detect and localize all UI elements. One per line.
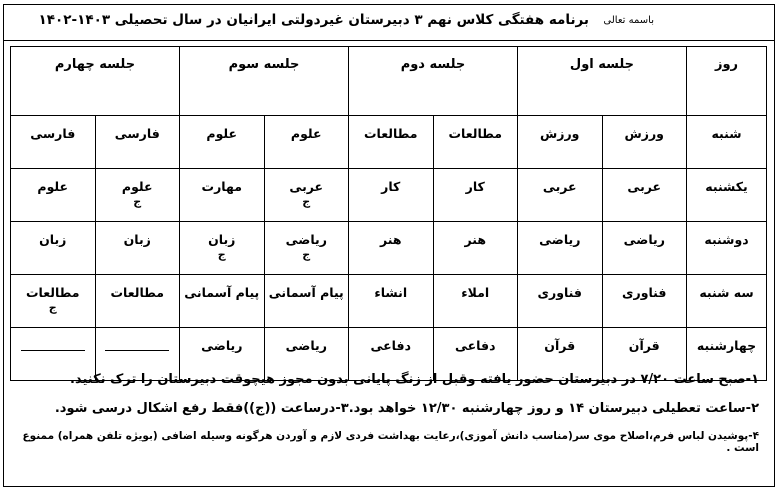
subject-label: مطالعات <box>25 285 80 300</box>
help-marker: ج <box>133 195 142 208</box>
table-row <box>11 116 767 169</box>
subject-label: مهارت <box>201 179 242 194</box>
day-label: شنبه <box>711 126 742 141</box>
subject-label: عربی <box>627 179 662 194</box>
subject-label: مطالعات <box>110 285 165 300</box>
help-marker: ج <box>48 301 57 314</box>
table-row <box>11 275 767 328</box>
subject-cell <box>11 222 96 275</box>
subject-label: علوم <box>206 126 238 141</box>
subject-cell <box>180 275 265 328</box>
subject-label: عربی <box>542 179 577 194</box>
page-title: برنامه هفتگی کلاس نهم ۳ دبیرستان غیردولتی ایرانیان در سال تحصیلی ۱۴۰۳-۱۴۰۲ <box>38 12 589 28</box>
header <box>4 5 774 41</box>
session4-header: جلسه چهارم <box>11 47 180 116</box>
day-label: چهارشنبه <box>696 338 757 353</box>
subject-label: ریاضی <box>285 232 327 247</box>
notes <box>14 372 759 468</box>
subject-cell <box>95 222 180 275</box>
help-marker: ج <box>302 248 311 261</box>
subject-label: کار <box>381 179 401 194</box>
subject-cell <box>11 275 96 328</box>
subject-cell <box>518 116 603 169</box>
help-marker: ج <box>302 195 311 208</box>
subject-cell <box>95 116 180 169</box>
day-header: روز <box>687 47 767 116</box>
day-cell <box>687 222 767 275</box>
header-row <box>11 47 767 116</box>
note-2: ۲-ساعت تعطیلی دبیرستان ۱۴ و روز چهارشنبه ۱۲/۳۰ خواهد بود.۳-درساعت ((ج))فقط رفع اشکال درسی شود. <box>54 401 759 416</box>
subject-cell <box>433 222 518 275</box>
subject-label: دفاعی <box>455 338 496 353</box>
subject-label: قرآن <box>544 338 576 353</box>
subject-label: قرآن <box>628 338 660 353</box>
subject-label: مطالعات <box>363 126 418 141</box>
subject-label: زبان <box>39 232 67 247</box>
subject-label: فناوری <box>537 285 582 300</box>
help-marker: ج <box>217 248 226 261</box>
subject-label: ریاضی <box>201 338 243 353</box>
subject-label: علوم <box>121 179 153 194</box>
table-row <box>11 169 767 222</box>
subject-label: پیام آسمانی <box>184 285 260 300</box>
day-cell <box>687 116 767 169</box>
subject-label: علوم <box>37 179 69 194</box>
session1-header: جلسه اول <box>518 47 687 116</box>
subject-cell <box>602 169 687 222</box>
day-cell <box>687 275 767 328</box>
subject-label: ریاضی <box>285 338 327 353</box>
blank-line <box>105 350 169 351</box>
subject-label: فناوری <box>622 285 667 300</box>
subject-cell <box>95 169 180 222</box>
subject-label: هنر <box>464 232 487 247</box>
table-row <box>11 222 767 275</box>
subject-cell <box>518 169 603 222</box>
subject-label: ورزش <box>624 126 664 141</box>
subject-cell <box>180 116 265 169</box>
subject-cell <box>95 275 180 328</box>
subject-label: پیام آسمانی <box>268 285 344 300</box>
subject-cell <box>433 275 518 328</box>
subject-cell <box>180 222 265 275</box>
subject-cell <box>264 222 349 275</box>
subject-label: علوم <box>290 126 322 141</box>
subject-cell <box>180 169 265 222</box>
subject-label: عربی <box>289 179 324 194</box>
session3-header: جلسه سوم <box>180 47 349 116</box>
subject-cell <box>264 116 349 169</box>
day-label: دوشنبه <box>704 232 749 247</box>
subject-label: ورزش <box>540 126 580 141</box>
subject-cell <box>349 275 434 328</box>
subject-cell <box>433 169 518 222</box>
subject-label: دفاعی <box>370 338 411 353</box>
day-label: یکشنبه <box>705 179 748 194</box>
day-label: سه شنبه <box>699 285 754 300</box>
subject-label: ریاضی <box>539 232 581 247</box>
subject-label: کار <box>465 179 485 194</box>
subject-label: هنر <box>379 232 402 247</box>
day-cell <box>687 169 767 222</box>
subject-label: ریاضی <box>623 232 665 247</box>
subject-cell <box>11 116 96 169</box>
subject-cell <box>602 222 687 275</box>
subject-label: انشاء <box>374 285 408 300</box>
subject-label: مطالعات <box>448 126 503 141</box>
subject-cell <box>11 169 96 222</box>
subject-label: فارسی <box>114 126 160 141</box>
note-3: ۴-پوشیدن لباس فرم،اصلاح موی سر(مناسب دانش آموزی)،رعایت بهداشت فردی لازم و آوردن هرگونه وسیله اضافی (بویژه تلفن همراه) ممنوع است . <box>22 430 759 454</box>
blank-line <box>21 350 85 351</box>
subject-label: املاء <box>461 285 490 300</box>
note-1: ۱-صبح ساعت ۷/۲۰ در دبیرستان حضور یافته وقبل از زنگ پایانی بدون مجوز هیچوقت دبیرستان را ترک نکنید. <box>70 372 759 387</box>
subject-cell <box>264 275 349 328</box>
session2-header: جلسه دوم <box>349 47 518 116</box>
basmala: باسمه تعالی <box>603 15 654 26</box>
subject-cell <box>602 275 687 328</box>
schedule-table <box>10 46 767 381</box>
subject-label: فارسی <box>30 126 76 141</box>
subject-cell <box>518 275 603 328</box>
subject-cell <box>349 116 434 169</box>
subject-cell <box>349 169 434 222</box>
subject-cell <box>264 169 349 222</box>
subject-cell <box>433 116 518 169</box>
subject-label: زبان <box>208 232 236 247</box>
subject-cell <box>518 222 603 275</box>
subject-cell <box>602 116 687 169</box>
subject-cell <box>349 222 434 275</box>
subject-label: زبان <box>123 232 151 247</box>
